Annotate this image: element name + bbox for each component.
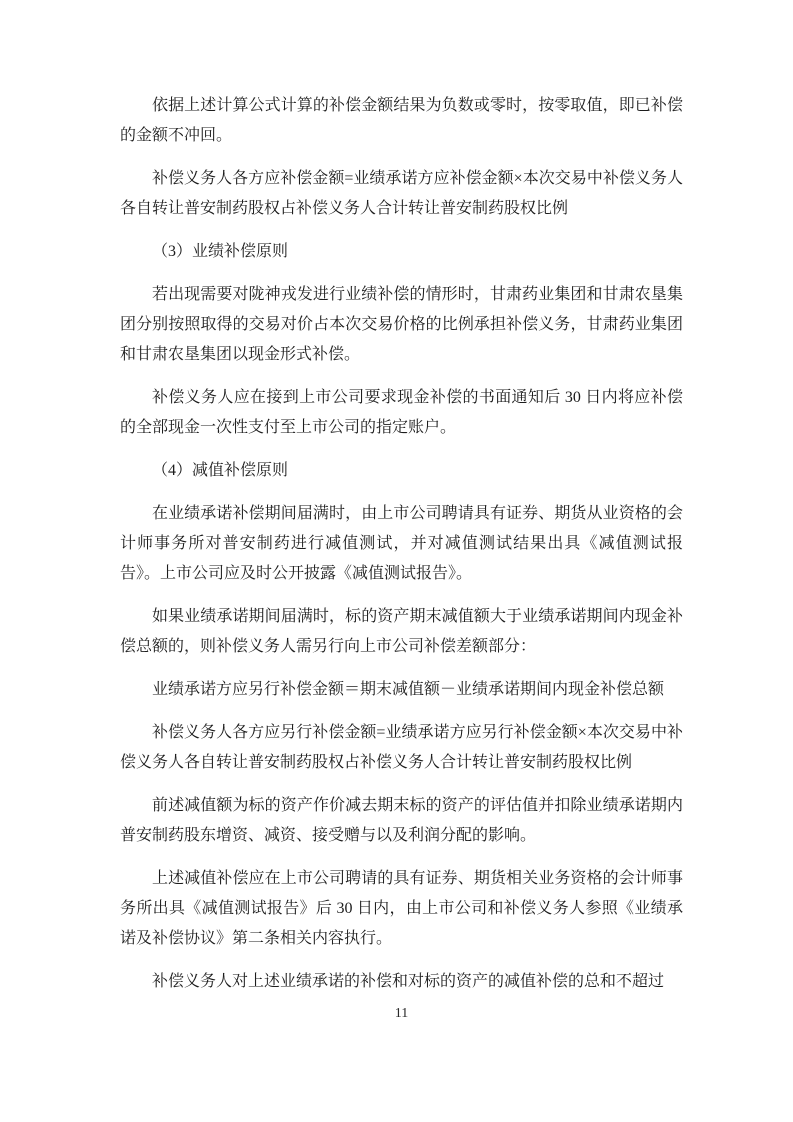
paragraph-formula-additional-compensation-share: 补偿义务人各方应另行补偿金额=业绩承诺方应另行补偿金额×本次交易中补偿义务人各自转让普安制药股权占补偿义务人合计转让普安制药股权比例: [120, 724, 683, 771]
paragraph-formula-compensation-share: 补偿义务人各方应补偿金额=业绩承诺方应补偿金额×本次交易中补偿义务人各自转让普安制药股权占补偿义务人合计转让普安制药股权比例: [120, 170, 683, 217]
paragraph-impairment-definition: 前述减值额为标的资产作价减去期末标的资产的评估值并扣除业绩承诺期内普安制药股东增资、减资、接受赠与以及利润分配的影响。: [120, 797, 683, 844]
heading-impairment-compensation-principle: （4）减值补偿原则: [152, 462, 289, 479]
paragraph-impairment-execution: 上述减值补偿应在上市公司聘请的具有证券、期货相关业务资格的会计师事务所出具《减值测试报告》后 30 日内，由上市公司和补偿义务人参照《业绩承诺及补偿协议》第二条相关内容执行。: [120, 870, 683, 947]
paragraph-payment-within-30-days: 补偿义务人应在接到上市公司要求现金补偿的书面通知后 30 日内将应补偿的全部现金一次性支付至上市公司的指定账户。: [120, 389, 683, 436]
paragraph-cash-compensation-obligation: 若出现需要对陇神戎发进行业绩补偿的情形时，甘肃药业集团和甘肃农垦集团分别按照取得的交易对价占本次交易价格的比例承担补偿义务，甘肃药业集团和甘肃农垦集团以现金形式补偿。: [120, 286, 683, 363]
paragraph-compensation-zero-rule: 依据上述计算公式计算的补偿金额结果为负数或零时，按零取值，即已补偿的金额不冲回。: [120, 97, 683, 144]
document-body: [120, 91, 683, 1010]
paragraph-impairment-test: 在业绩承诺补偿期间届满时，由上市公司聘请具有证券、期货从业资格的会计师事务所对普安制药进行减值测试，并对减值测试结果出具《减值测试报告》。上市公司应及时公开披露《减值测试报告》。: [120, 505, 683, 582]
paragraph-impairment-exceeds-cash-compensation: 如果业绩承诺期间届满时，标的资产期末减值额大于业绩承诺期间内现金补偿总额的，则补偿义务人需另行向上市公司补偿差额部分：: [120, 608, 683, 655]
paragraph-formula-additional-compensation: 业绩承诺方应另行补偿金额＝期末减值额－业绩承诺期间内现金补偿总额: [152, 681, 665, 698]
heading-performance-compensation-principle: （3）业绩补偿原则: [152, 243, 289, 260]
paragraph-total-compensation-cap: 补偿义务人对上述业绩承诺的补偿和对标的资产的减值补偿的总和不超过: [152, 973, 665, 990]
page-footer: [120, 1004, 683, 1022]
page-number: 11: [394, 1006, 409, 1021]
